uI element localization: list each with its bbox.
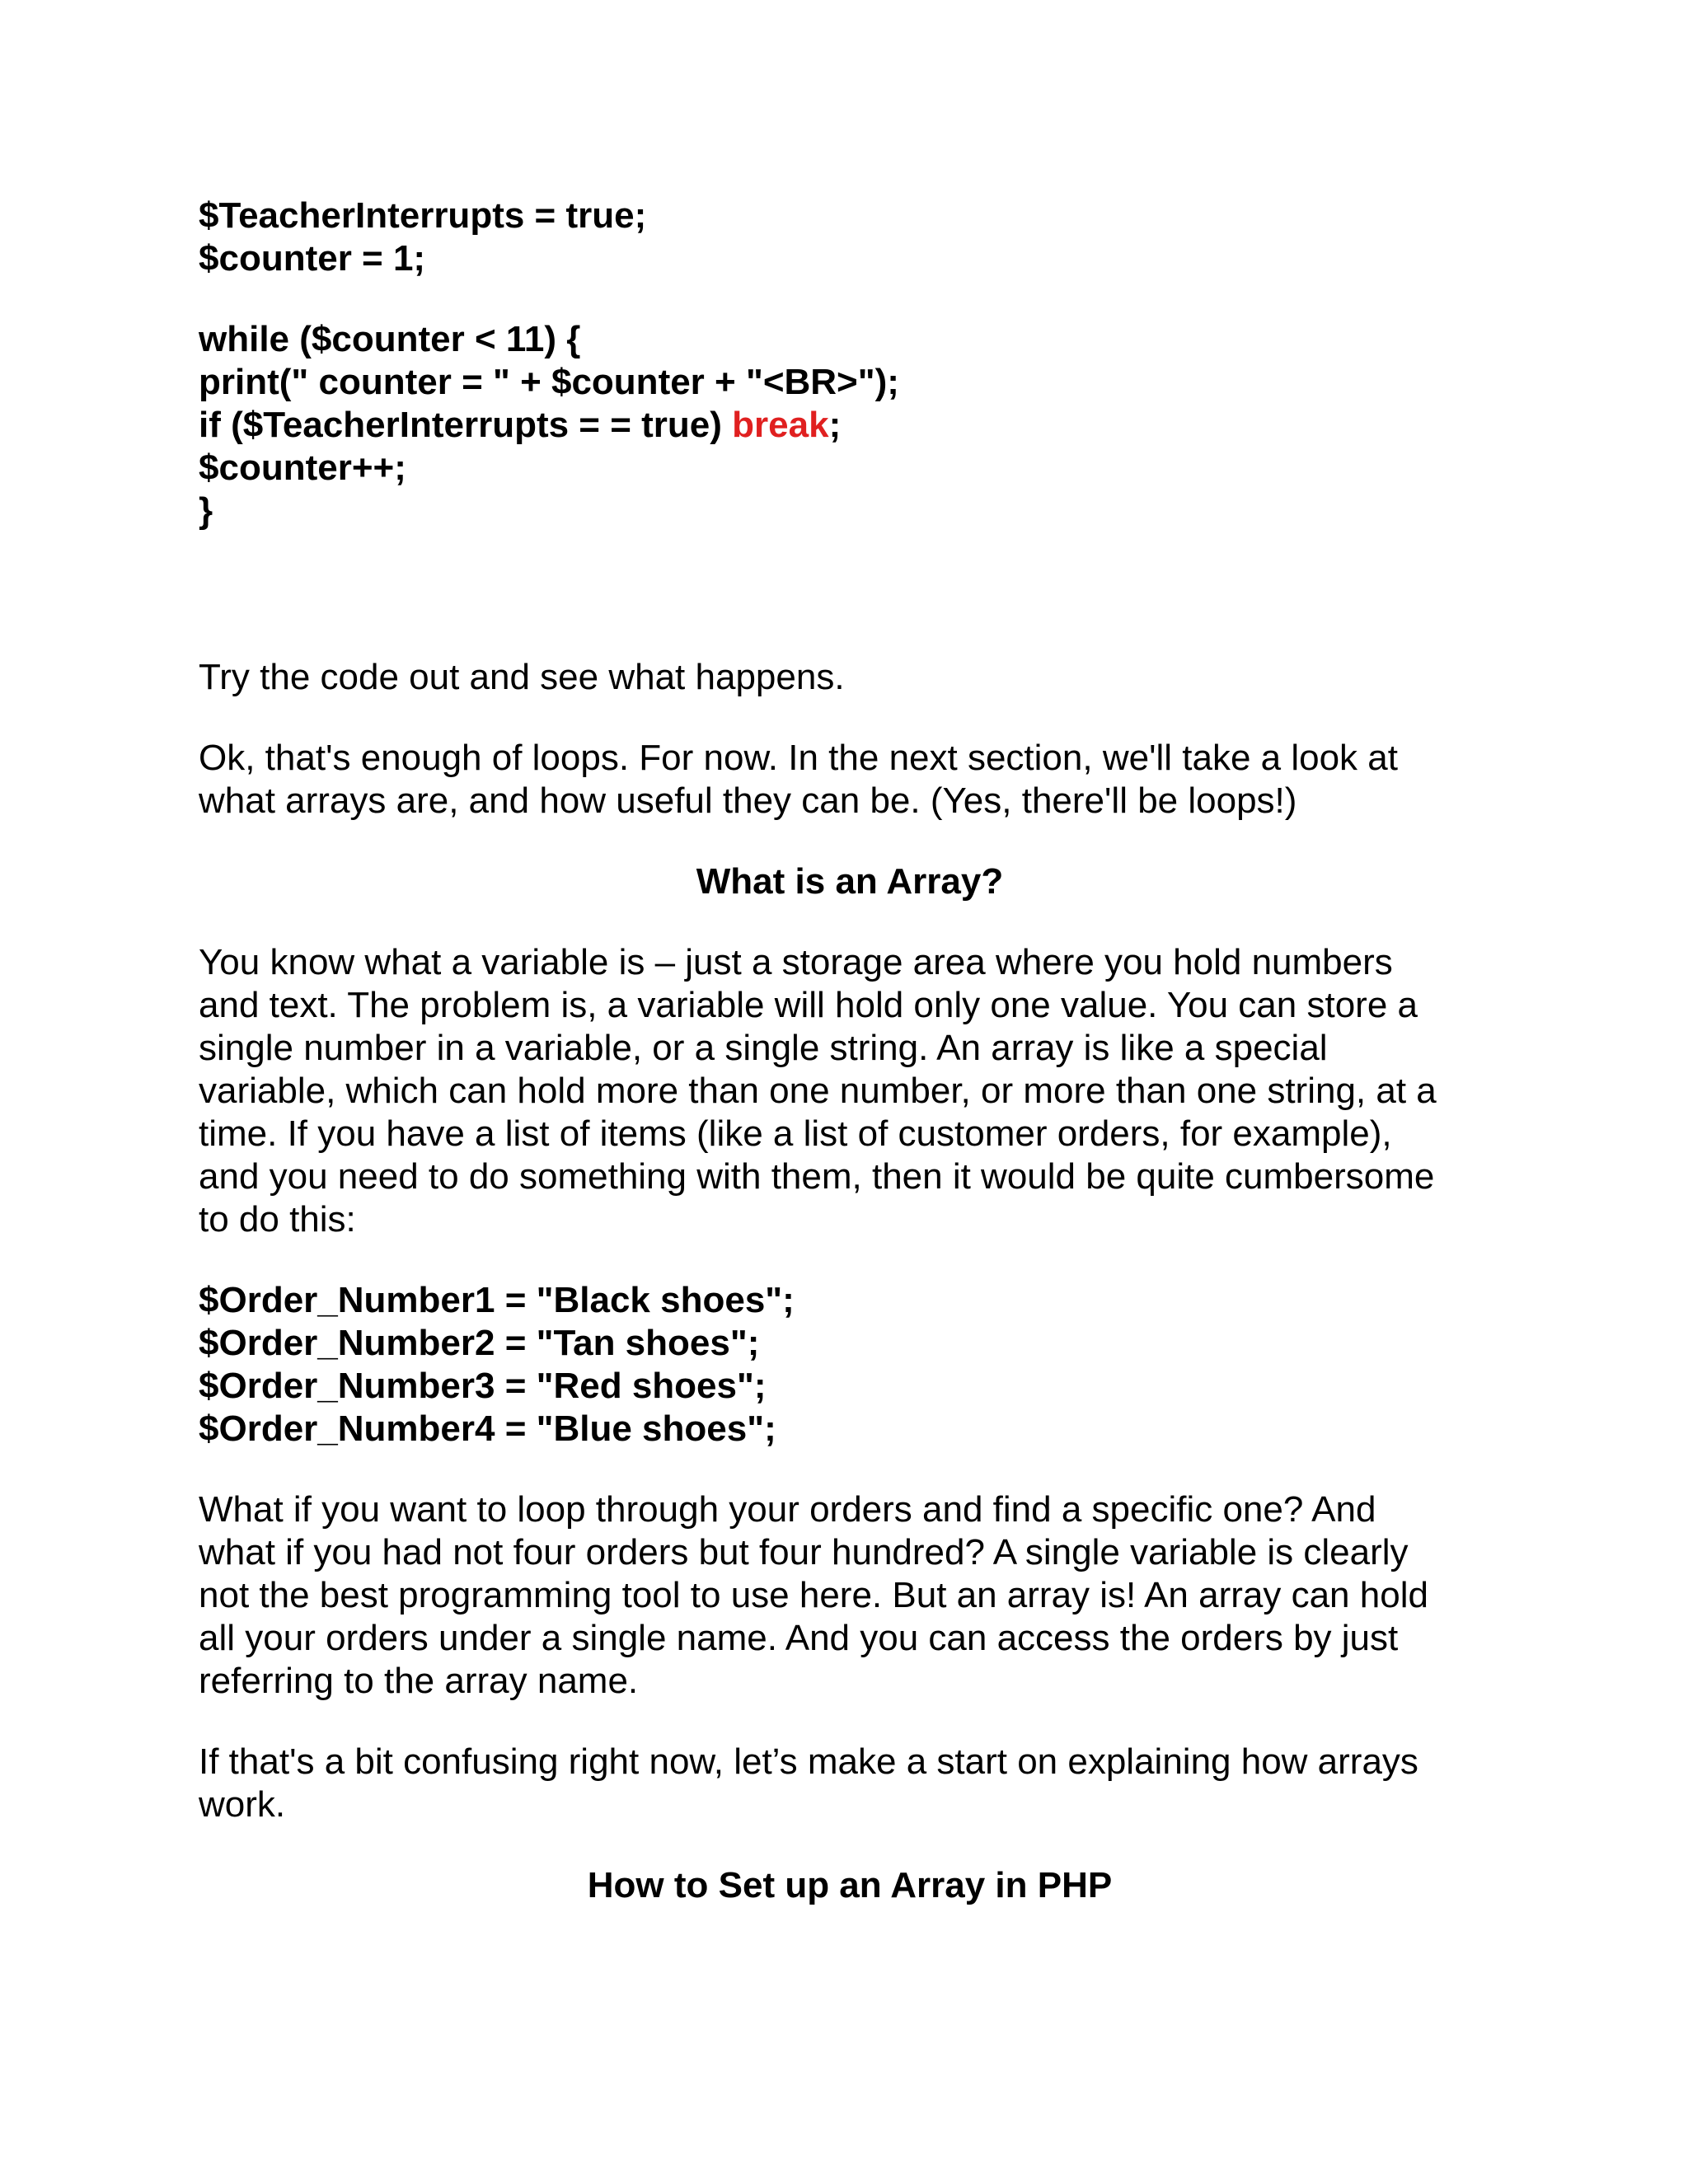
code-block-while-loop xyxy=(199,318,1501,532)
code-line: print(" counter = " + $counter + "<BR>"); xyxy=(199,362,899,402)
text-line: What if you want to loop through your orders and find a specific one? And xyxy=(199,1489,1376,1530)
document-page xyxy=(199,194,1501,1907)
text-line: variable, which can hold more than one number, or more than one string, at a xyxy=(199,1071,1437,1111)
code-line: } xyxy=(199,490,213,531)
spacer xyxy=(199,532,1501,656)
text-line: all your orders under a single name. And you can access the orders by just xyxy=(199,1618,1399,1658)
code-block-orders xyxy=(199,1279,1501,1451)
spacer xyxy=(199,280,1501,318)
spacer xyxy=(199,903,1501,941)
paragraph-confusing xyxy=(199,1741,1501,1826)
code-line: $TeacherInterrupts = true; xyxy=(199,195,647,236)
code-line: $Order_Number1 = "Black shoes"; xyxy=(199,1280,795,1320)
spacer xyxy=(199,823,1501,860)
text-line: work. xyxy=(199,1784,286,1825)
code-line: $counter = 1; xyxy=(199,238,426,279)
text-line: Try the code out and see what happens. xyxy=(199,657,845,697)
paragraph-loop-orders xyxy=(199,1488,1501,1703)
spacer xyxy=(199,1241,1501,1279)
text-line: to do this: xyxy=(199,1199,356,1240)
spacer xyxy=(199,1826,1501,1864)
code-fragment: ; xyxy=(828,405,842,445)
code-line: $Order_Number4 = "Blue shoes"; xyxy=(199,1408,776,1449)
text-line: If that's a bit confusing right now, let’s make a start on explaining how arrays xyxy=(199,1741,1418,1782)
code-line: while ($counter < 11) { xyxy=(199,319,581,359)
text-line: and text. The problem is, a variable will hold only one value. You can store a xyxy=(199,985,1418,1025)
paragraph-variable-explanation xyxy=(199,941,1501,1241)
break-keyword: break xyxy=(732,405,829,445)
text-line: what arrays are, and how useful they can be. (Yes, there'll be loops!) xyxy=(199,780,1297,821)
text-line: what if you had not four orders but four hundred? A single variable is clearly xyxy=(199,1532,1409,1572)
spacer xyxy=(199,699,1501,737)
code-line: $Order_Number2 = "Tan shoes"; xyxy=(199,1323,760,1363)
text-line: single number in a variable, or a single string. An array is like a special xyxy=(199,1028,1328,1068)
code-line: $Order_Number3 = "Red shoes"; xyxy=(199,1366,767,1406)
text-line: and you need to do something with them, then it would be quite cumbersome xyxy=(199,1156,1435,1197)
code-block-init xyxy=(199,194,1501,280)
paragraph-try-code xyxy=(199,656,1501,699)
spacer xyxy=(199,1451,1501,1488)
text-line: referring to the array name. xyxy=(199,1661,639,1701)
text-line: time. If you have a list of items (like a list of customer orders, for example), xyxy=(199,1113,1392,1154)
code-fragment: if ($TeacherInterrupts = = true) xyxy=(199,405,733,445)
section-heading-what-is-array: What is an Array? xyxy=(696,861,1004,902)
text-line: Ok, that's enough of loops. For now. In the next section, we'll take a look at xyxy=(199,738,1398,778)
spacer xyxy=(199,1703,1501,1741)
paragraph-enough-loops xyxy=(199,737,1501,823)
section-heading-setup-array: How to Set up an Array in PHP xyxy=(587,1865,1113,1905)
text-line: not the best programming tool to use here. But an array is! An array can hold xyxy=(199,1575,1428,1615)
code-line: $counter++; xyxy=(199,448,406,488)
text-line: You know what a variable is – just a storage area where you hold numbers xyxy=(199,942,1393,982)
code-line-break xyxy=(199,404,1501,447)
